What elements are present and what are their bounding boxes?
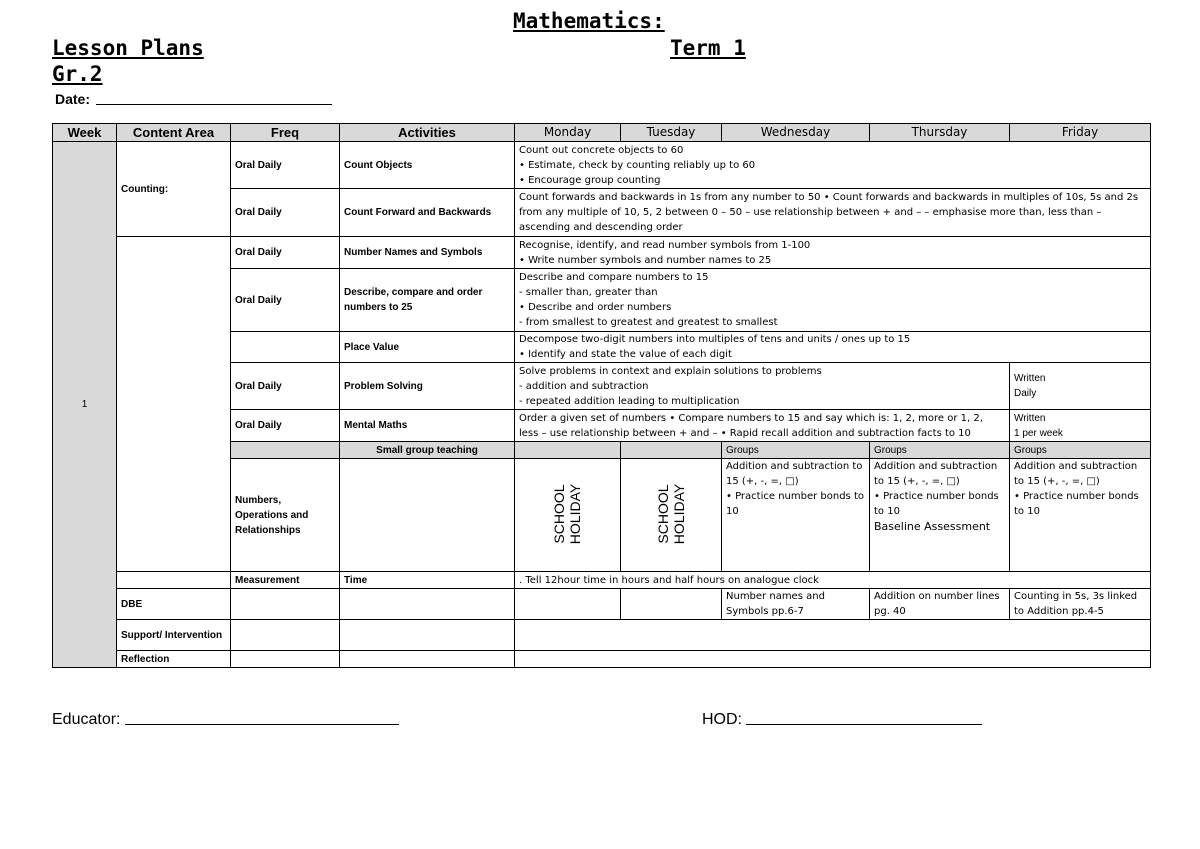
col-freq: Freq (231, 124, 340, 142)
friday-numbers-operations (1010, 459, 1151, 572)
monday-small-group (515, 442, 621, 459)
description-line: - repeated addition leading to multiplication (519, 395, 740, 407)
content-area-dbe: DBE (117, 589, 231, 620)
col-friday: Friday (1010, 124, 1151, 142)
friday-dbe: Counting in 5s, 3s linked to Addition pp.4-5 (1010, 589, 1151, 620)
tuesday-small-group (621, 442, 722, 459)
freq-small-group (231, 442, 340, 459)
description-line: Describe and compare numbers to 15 (519, 272, 709, 283)
freq-numbers-operations: Numbers, Operations and Relationships (231, 459, 340, 572)
monday-holiday (515, 459, 621, 572)
monday-dbe (515, 589, 621, 620)
activity-count-objects: Count Objects (340, 142, 515, 189)
content-area-counting: Counting: (117, 142, 231, 237)
content-area-reflection: Reflection (117, 651, 231, 668)
freq-reflection (231, 651, 340, 668)
activity-dbe (340, 589, 515, 620)
hod-line (746, 710, 982, 725)
term-title: Term 1 (670, 36, 746, 60)
freq-count-forward: Oral Daily (231, 189, 340, 237)
cell-line: Addition and subtraction to 15 (+, -, =, □) (874, 461, 998, 487)
thursday-small-group: Groups (870, 442, 1010, 459)
table-row-count-objects (53, 142, 1151, 189)
table-row-support (53, 620, 1151, 651)
description-line: • Estimate, check by counting reliably up to 60 (519, 159, 756, 171)
freq-measurement: Measurement (231, 572, 340, 589)
description-support (515, 620, 1151, 651)
holiday-label: SCHOOL HOLIDAY (551, 483, 584, 545)
friday-mental-maths (1010, 410, 1151, 442)
activity-small-group: Small group teaching (340, 442, 515, 459)
description-line: • Encourage group counting (519, 174, 661, 186)
educator-label: Educator: (52, 711, 121, 728)
tuesday-dbe (621, 589, 722, 620)
thursday-numbers-operations (870, 459, 1010, 572)
table-row-number-names (53, 237, 1151, 269)
content-area-blank (117, 237, 231, 572)
friday-line: Daily (1014, 388, 1037, 399)
activity-place-value: Place Value (340, 332, 515, 363)
description-line: Count out concrete objects to 60 (519, 144, 684, 156)
activity-number-names: Number Names and Symbols (340, 237, 515, 269)
table-row-reflection (53, 651, 1151, 668)
activity-support (340, 620, 515, 651)
activity-mental-maths: Mental Maths (340, 410, 515, 442)
freq-dbe (231, 589, 340, 620)
table-row-dbe (53, 589, 1151, 620)
cell-line: • Practice number bonds to 10 (1014, 491, 1139, 517)
description-line: Solve problems in context and explain solutions to problems (519, 365, 822, 377)
cell-line: • Practice number bonds to 10 (726, 491, 864, 517)
activity-count-forward: Count Forward and Backwards (340, 189, 515, 237)
description-mental-maths: Order a given set of numbers • Compare numbers to 15 and say which is: 1, 2, more or 1, 2, less – use relationship between + and – • Rapid recall addition and subtraction facts to 10 (515, 410, 1010, 442)
description-line: • Describe and order numbers (519, 302, 672, 313)
educator-signature (52, 710, 399, 729)
activity-describe-compare: Describe, compare and order numbers to 25 (340, 269, 515, 332)
col-wednesday: Wednesday (722, 124, 870, 142)
freq-support (231, 620, 340, 651)
table-row-measurement (53, 572, 1151, 589)
col-week: Week (53, 124, 117, 142)
freq-mental-maths: Oral Daily (231, 410, 340, 442)
description-count-forward: Count forwards and backwards in 1s from any number to 50 • Count forwards and backwards in multiples of 10s, 5s and 2s from any multiple of 10, 5, 2 between 0 – 50 – use relationship between + and – – emphasise more than, less than – ascending and descending order (515, 189, 1151, 237)
freq-number-names: Oral Daily (231, 237, 340, 269)
activity-time: Time (340, 572, 515, 589)
baseline-assessment: Baseline Assessment (874, 520, 991, 533)
description-line: Recognise, identify, and read number symbols from 1-100 (519, 239, 811, 251)
content-area-support: Support/ Intervention (117, 620, 231, 651)
cell-line: Addition and subtraction to 15 (+, -, =, □) (1014, 461, 1138, 487)
description-reflection (515, 651, 1151, 668)
description-place-value (515, 332, 1151, 363)
lesson-plan-table (52, 123, 1151, 668)
date-field (55, 91, 332, 107)
date-label: Date: (55, 91, 91, 107)
friday-line: 1 per week (1014, 427, 1063, 439)
description-count-objects (515, 142, 1151, 189)
description-measurement: . Tell 12hour time in hours and half hours on analogue clock (515, 572, 1151, 589)
date-line (96, 92, 332, 105)
friday-line: Written (1014, 412, 1046, 424)
freq-count-objects: Oral Daily (231, 142, 340, 189)
col-monday: Monday (515, 124, 621, 142)
educator-line (125, 710, 399, 725)
tuesday-holiday (621, 459, 722, 572)
table-header-row (53, 124, 1151, 142)
friday-problem-solving (1010, 363, 1151, 410)
description-problem-solving (515, 363, 1010, 410)
subject-title: Mathematics: (513, 9, 665, 33)
freq-describe-compare: Oral Daily (231, 269, 340, 332)
freq-place-value (231, 332, 340, 363)
col-thursday: Thursday (870, 124, 1010, 142)
description-line: - smaller than, greater than (519, 287, 658, 298)
thursday-dbe: Addition on number lines pg. 40 (870, 589, 1010, 620)
description-line: • Identify and state the value of each digit (519, 349, 732, 360)
hod-label: HOD: (702, 711, 742, 728)
grade-title: Gr.2 (52, 62, 103, 86)
activity-problem-solving: Problem Solving (340, 363, 515, 410)
activity-numbers-operations (340, 459, 515, 572)
friday-small-group: Groups (1010, 442, 1151, 459)
cell-line: • Practice number bonds to 10 (874, 491, 999, 517)
week-number: 1 (53, 142, 117, 668)
description-line: Decompose two-digit numbers into multiples of tens and units / ones up to 15 (519, 334, 911, 345)
description-line: - from smallest to greatest and greatest to smallest (519, 317, 778, 328)
col-content-area: Content Area (117, 124, 231, 142)
freq-problem-solving: Oral Daily (231, 363, 340, 410)
cell-line: Addition and subtraction to 15 (+, -, =, □) (726, 461, 863, 487)
wednesday-numbers-operations (722, 459, 870, 572)
description-line: - addition and subtraction (519, 380, 649, 392)
description-line: • Write number symbols and number names to 25 (519, 254, 772, 266)
description-number-names (515, 237, 1151, 269)
wednesday-dbe: Number names and Symbols pp.6-7 (722, 589, 870, 620)
lesson-plans-title: Lesson Plans (52, 36, 204, 60)
activity-reflection (340, 651, 515, 668)
description-describe-compare (515, 269, 1151, 332)
content-area-measurement (117, 572, 231, 589)
col-tuesday: Tuesday (621, 124, 722, 142)
wednesday-small-group: Groups (722, 442, 870, 459)
holiday-label: SCHOOL HOLIDAY (655, 483, 687, 545)
col-activities: Activities (340, 124, 515, 142)
hod-signature (702, 710, 982, 729)
friday-line: Written (1014, 373, 1046, 384)
